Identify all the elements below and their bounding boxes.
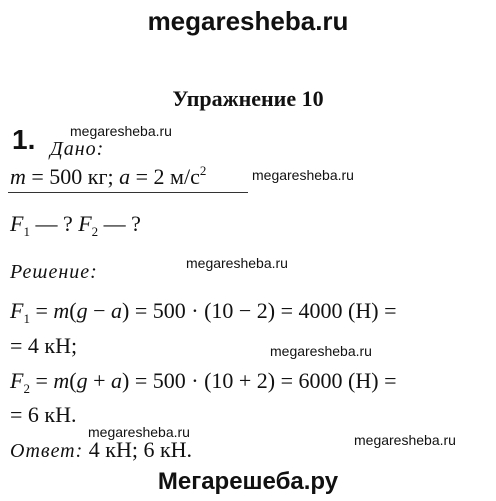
watermark: megaresheba.ru [88, 424, 190, 440]
a-exponent: 2 [199, 163, 207, 178]
l1-open: ( [69, 298, 77, 323]
watermark: megaresheba.ru [252, 167, 354, 183]
l1-g: g [76, 298, 88, 323]
given-label: Дано: [50, 138, 105, 160]
symbol-a: a [119, 164, 131, 189]
given-divider [8, 192, 248, 193]
answer-label: Ответ: [10, 440, 84, 462]
l1-sub: 1 [23, 311, 30, 326]
l3-open: ( [69, 368, 77, 393]
find-end: — ? [98, 211, 141, 236]
watermark: megaresheba.ru [354, 432, 456, 448]
solution-label: Решение: [10, 261, 98, 283]
site-footer: Мегарешеба.ру [157, 468, 339, 495]
solution-line-2: = 4 кН; [10, 333, 78, 358]
solution-line-1 [10, 298, 397, 327]
solution-line-3 [10, 368, 397, 397]
l1-pre: = [29, 298, 54, 323]
exercise-title: Упражнение 10 [172, 86, 324, 111]
symbol-m: m [10, 164, 26, 189]
given-values [10, 163, 206, 190]
f1-subscript: 1 [23, 224, 30, 239]
watermark: megaresheba.ru [270, 343, 372, 359]
f2-symbol: F [78, 211, 92, 236]
f2-subscript: 2 [91, 224, 99, 239]
l1-f: F [10, 298, 24, 323]
l1-rest: ) = 500 · (10 − 2) = 4000 (Н) = [122, 298, 397, 323]
answer-text: 4 кН; 6 кН. [83, 437, 193, 462]
watermark: megaresheba.ru [70, 123, 172, 139]
a-value: = 2 м/с [130, 164, 200, 189]
watermark: megaresheba.ru [186, 255, 288, 271]
f1-symbol: F [10, 211, 24, 236]
site-header: megaresheba.ru [147, 6, 349, 36]
m-value: = 500 кг; [25, 164, 120, 189]
solution-line-4: = 6 кН. [10, 402, 77, 427]
l3-rest: ) = 500 · (10 + 2) = 6000 (Н) = [122, 368, 397, 393]
l3-op: + [87, 368, 112, 393]
l1-op: − [87, 298, 112, 323]
find-sep: — ? [29, 211, 79, 236]
l3-sub: 2 [23, 381, 30, 396]
answer-line [10, 437, 192, 463]
problem-number: 1. [12, 124, 36, 155]
l1-m: m [53, 298, 70, 323]
l3-pre: = [29, 368, 54, 393]
l3-m: m [53, 368, 70, 393]
l3-a: a [111, 368, 123, 393]
l3-g: g [76, 368, 88, 393]
find-line [10, 211, 141, 240]
l1-a: a [111, 298, 123, 323]
l3-f: F [10, 368, 24, 393]
